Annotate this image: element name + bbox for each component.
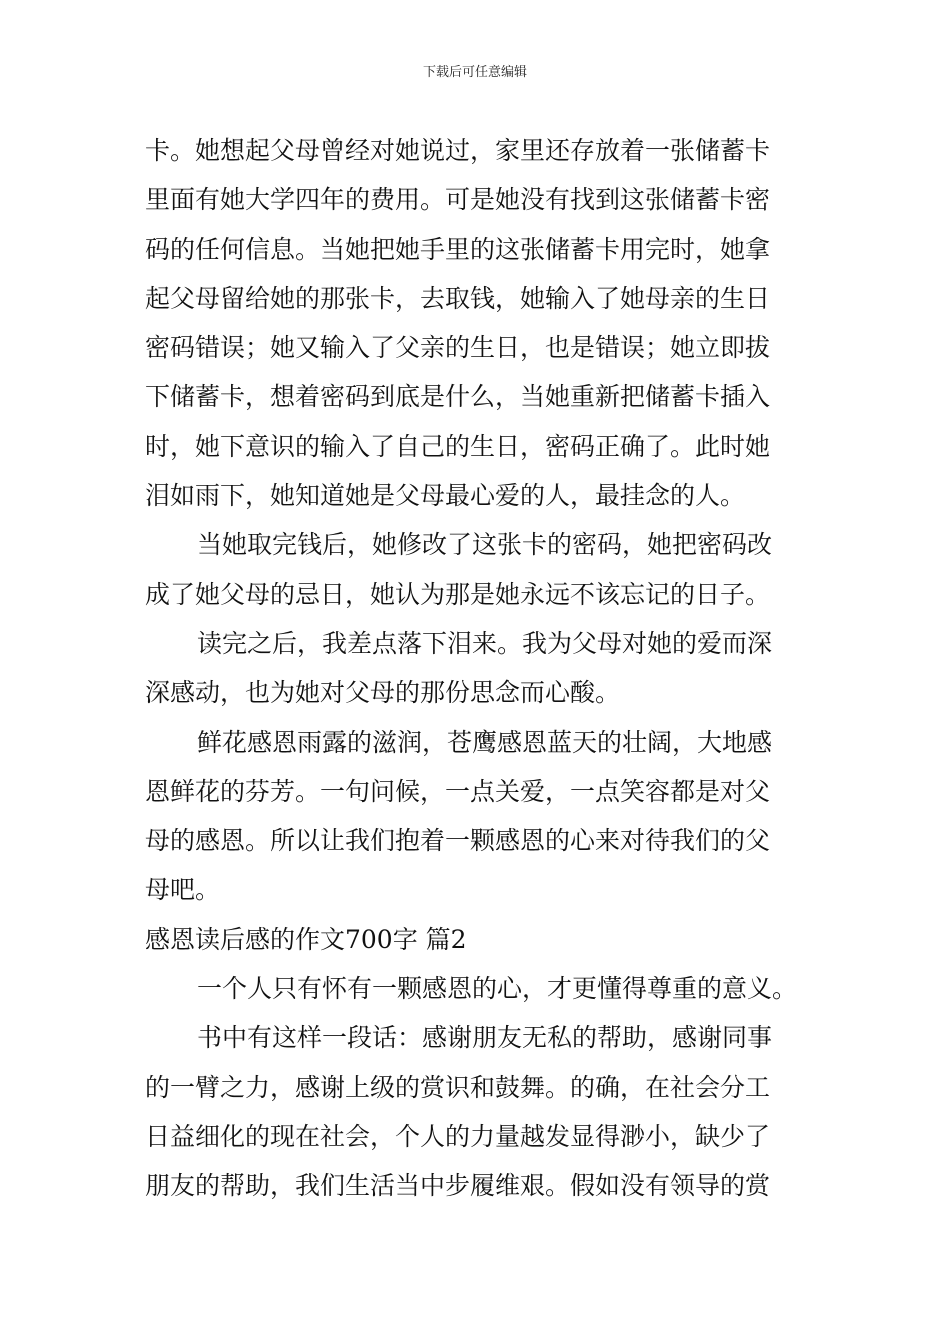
paragraph-6 — [145, 1013, 810, 1210]
text-line: 日益细化的现在社会，个人的力量越发显得渺小，缺少了 — [145, 1121, 771, 1151]
text-line: 鲜花感恩雨露的滋润，苍鹰感恩蓝天的壮阔，大地感 — [197, 727, 773, 757]
text-line: 母的感恩。所以让我们抱着一颗感恩的心来对待我们的父 — [145, 826, 771, 856]
page-header: 下载后可任意编辑 — [422, 65, 527, 80]
text-line: 书中有这样一段话：感谢朋友无私的帮助，感谢同事 — [197, 1023, 773, 1053]
paragraph-2 — [145, 520, 810, 619]
text-line: 泪如雨下，她知道她是父母最心爱的人，最挂念的人。 — [145, 481, 746, 511]
text-line: 码的任何信息。当她把她手里的这张储蓄卡用完时，她拿 — [145, 234, 771, 264]
text-line: 里面有她大学四年的费用。可是她没有找到这张储蓄卡密 — [145, 185, 771, 215]
paragraph-4 — [145, 718, 810, 915]
text-line: 起父母留给她的那张卡，去取钱，她输入了她母亲的生日 — [145, 283, 771, 313]
text-line: 朋友的帮助，我们生活当中步履维艰。假如没有领导的赏 — [145, 1171, 771, 1201]
document-body — [145, 126, 810, 1211]
text-line: 当她取完钱后，她修改了这张卡的密码，她把密码改 — [197, 530, 773, 560]
text-line: 母吧。 — [145, 875, 221, 905]
text-line: 一个人只有怀有一颗感恩的心，才更懂得尊重的意义。 — [197, 974, 798, 1004]
paragraph-3 — [145, 619, 810, 718]
text-line: 读完之后，我差点落下泪来。我为父母对她的爱而深 — [197, 628, 773, 658]
text-line: 的一臂之力，感谢上级的赏识和鼓舞。的确，在社会分工 — [145, 1072, 771, 1102]
text-line: 下储蓄卡，想着密码到底是什么，当她重新把储蓄卡插入 — [145, 382, 771, 412]
paragraph-1 — [145, 126, 810, 520]
text-line: 卡。她想起父母曾经对她说过，家里还存放着一张储蓄卡 — [145, 136, 771, 165]
paragraph-5 — [145, 964, 810, 1013]
text-line: 成了她父母的忌日，她认为那是她永远不该忘记的日子。 — [145, 579, 771, 609]
text-line: 密码错误；她又输入了父亲的生日，也是错误；她立即拔 — [145, 333, 771, 363]
text-line: 时，她下意识的输入了自己的生日，密码正确了。此时她 — [145, 431, 771, 461]
text-line: 深感动，也为她对父母的那份思念而心酸。 — [145, 678, 621, 708]
text-line: 恩鲜花的芬芳。一句问候，一点关爱，一点笑容都是对父 — [145, 776, 771, 806]
section-heading: 感恩读后感的作文700字 篇2 — [145, 924, 467, 954]
